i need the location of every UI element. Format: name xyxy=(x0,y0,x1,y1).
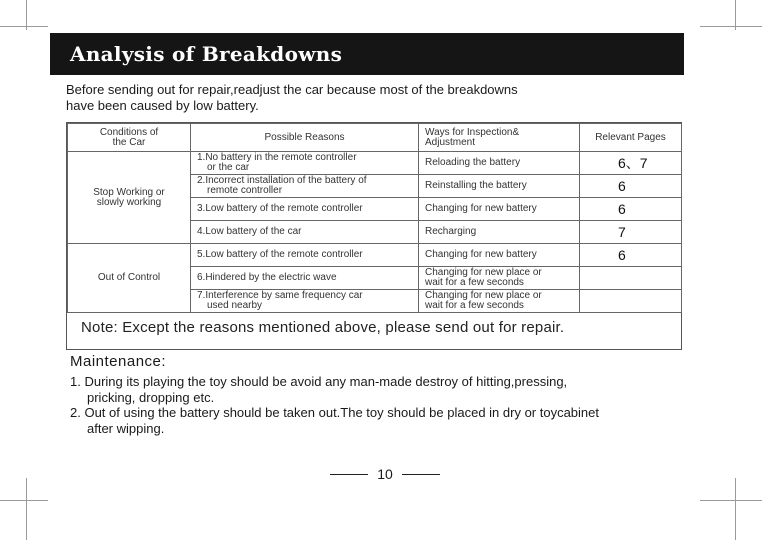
header-reasons: Possible Reasons xyxy=(191,124,419,152)
page-footer xyxy=(330,464,440,484)
header-pages: Relevant Pages xyxy=(580,124,682,152)
crop-mark xyxy=(700,500,762,501)
way-cell: Reloading the battery xyxy=(419,152,580,175)
way-cell: Changing for new battery xyxy=(419,198,580,221)
page-cell: 6 xyxy=(580,244,682,267)
page-cell: 7 xyxy=(580,221,682,244)
crop-mark xyxy=(0,500,48,501)
crop-mark xyxy=(0,26,48,27)
page-cell: 6 xyxy=(580,175,682,198)
footer-rule xyxy=(402,474,440,475)
breakdown-table xyxy=(67,123,682,313)
page-cell xyxy=(580,267,682,290)
reason-cell: 4.Low battery of the car xyxy=(191,221,419,244)
header-ways: Ways for Inspection& Adjustment xyxy=(419,124,580,152)
page-cell xyxy=(580,290,682,313)
header-conditions: Conditions of the Car xyxy=(68,124,191,152)
way-cell: Reinstalling the battery xyxy=(419,175,580,198)
page-number: 10 xyxy=(377,466,393,482)
condition-cell: Out of Control xyxy=(68,244,191,313)
page-cell: 6、7 xyxy=(580,152,682,175)
intro-line: Before sending out for repair,readjust the car because most of the breakdowns xyxy=(66,82,518,97)
intro-paragraph xyxy=(66,82,666,114)
crop-mark xyxy=(700,26,762,27)
way-cell: Changing for new place or wait for a few seconds xyxy=(419,267,580,290)
repair-note: Note: Except the reasons mentioned above, please send out for repair. xyxy=(81,319,565,336)
way-cell: Changing for new place or wait for a few seconds xyxy=(419,290,580,313)
reason-cell: 5.Low battery of the remote controller xyxy=(191,244,419,267)
way-cell: Recharging xyxy=(419,221,580,244)
reason-cell: 1.No battery in the remote controller or the car xyxy=(191,152,419,175)
condition-cell: Stop Working or slowly working xyxy=(68,152,191,244)
table-header-row xyxy=(68,124,682,152)
maintenance-item: 1. During its playing the toy should be avoid any man-made destroy of hitting,pressing, pricking, dropping etc. xyxy=(70,374,568,405)
crop-mark xyxy=(26,478,27,540)
table-row xyxy=(68,152,682,175)
reason-cell: 6.Hindered by the electric wave xyxy=(191,267,419,290)
crop-mark xyxy=(735,478,736,540)
reason-cell: 3.Low battery of the remote controller xyxy=(191,198,419,221)
way-cell: Changing for new battery xyxy=(419,244,580,267)
maintenance-title: Maintenance: xyxy=(70,353,167,370)
reason-cell: 7.Interference by same frequency car used nearby xyxy=(191,290,419,313)
maintenance-item: 2. Out of using the battery should be taken out.The toy should be placed in dry or toycabinet after wipping. xyxy=(70,405,600,436)
table-row xyxy=(68,244,682,267)
page-title: Analysis of Breakdowns xyxy=(50,33,684,75)
intro-line: have been caused by low battery. xyxy=(66,98,259,113)
reason-cell: 2.Incorrect installation of the battery of remote controller xyxy=(191,175,419,198)
page-cell: 6 xyxy=(580,198,682,221)
breakdown-box xyxy=(66,122,682,350)
